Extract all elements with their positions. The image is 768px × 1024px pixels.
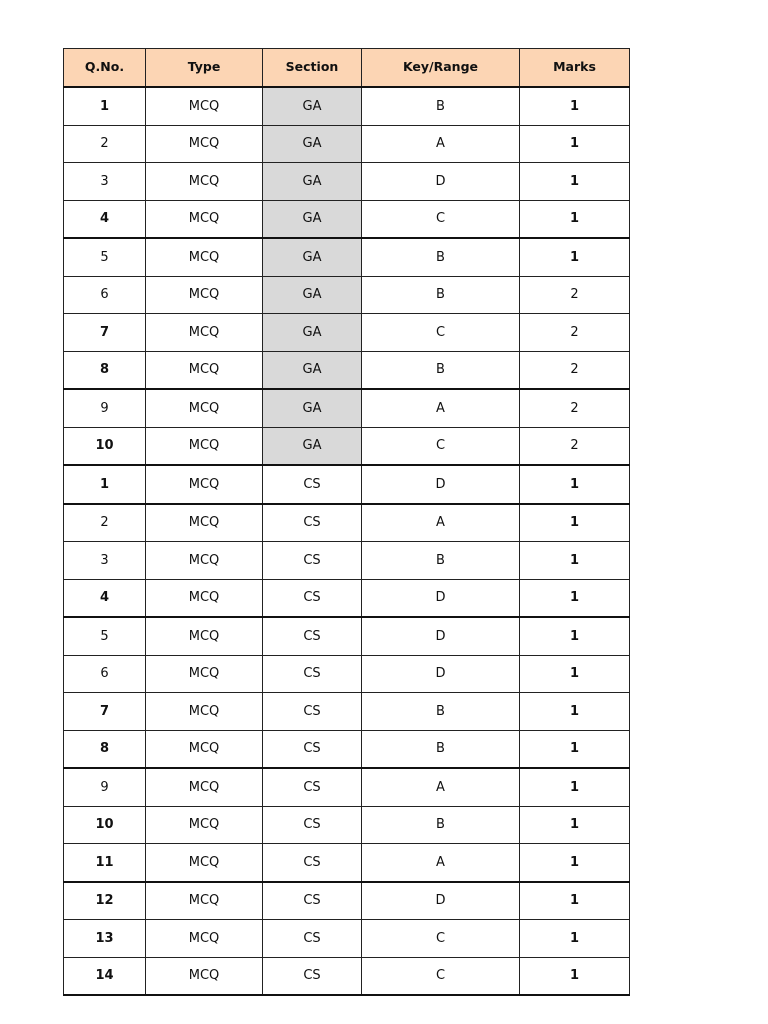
cell-section: CS — [263, 730, 362, 768]
cell-qno: 2 — [64, 504, 146, 542]
cell-section: GA — [263, 163, 362, 201]
cell-marks: 1 — [520, 806, 630, 844]
table-row — [64, 768, 630, 806]
table-row — [64, 617, 630, 655]
cell-marks: 2 — [520, 314, 630, 352]
cell-section: CS — [263, 920, 362, 958]
cell-marks: 1 — [520, 238, 630, 276]
cell-type: MCQ — [146, 882, 263, 920]
cell-type: MCQ — [146, 276, 263, 314]
cell-key-range: C — [362, 314, 520, 352]
table-row — [64, 163, 630, 201]
cell-key-range: A — [362, 504, 520, 542]
cell-key-range: B — [362, 542, 520, 580]
cell-qno: 8 — [64, 730, 146, 768]
cell-marks: 1 — [520, 844, 630, 882]
cell-type: MCQ — [146, 730, 263, 768]
cell-marks: 1 — [520, 125, 630, 163]
cell-qno: 5 — [64, 238, 146, 276]
cell-type: MCQ — [146, 238, 263, 276]
cell-marks: 1 — [520, 579, 630, 617]
cell-marks: 1 — [520, 200, 630, 238]
cell-marks: 1 — [520, 163, 630, 201]
cell-type: MCQ — [146, 617, 263, 655]
table-row — [64, 693, 630, 731]
cell-section: CS — [263, 655, 362, 693]
cell-type: MCQ — [146, 200, 263, 238]
cell-key-range: A — [362, 125, 520, 163]
cell-qno: 9 — [64, 389, 146, 427]
cell-qno: 10 — [64, 427, 146, 465]
table-row — [64, 730, 630, 768]
table-row — [64, 389, 630, 427]
cell-section: GA — [263, 276, 362, 314]
cell-marks: 1 — [520, 504, 630, 542]
table-row — [64, 655, 630, 693]
cell-marks: 2 — [520, 276, 630, 314]
cell-type: MCQ — [146, 806, 263, 844]
cell-section: CS — [263, 579, 362, 617]
cell-marks: 1 — [520, 693, 630, 731]
cell-key-range: D — [362, 617, 520, 655]
cell-key-range: A — [362, 844, 520, 882]
cell-section: CS — [263, 465, 362, 504]
header-type: Type — [146, 49, 263, 88]
cell-section: CS — [263, 768, 362, 806]
header-section: Section — [263, 49, 362, 88]
cell-key-range: D — [362, 465, 520, 504]
cell-qno: 5 — [64, 617, 146, 655]
cell-section: CS — [263, 693, 362, 731]
table-row — [64, 806, 630, 844]
cell-qno: 3 — [64, 542, 146, 580]
header-key-range: Key/Range — [362, 49, 520, 88]
cell-qno: 1 — [64, 87, 146, 125]
table-row — [64, 844, 630, 882]
table-row — [64, 314, 630, 352]
table-row — [64, 920, 630, 958]
cell-marks: 1 — [520, 957, 630, 995]
cell-type: MCQ — [146, 351, 263, 389]
cell-key-range: D — [362, 579, 520, 617]
cell-marks: 1 — [520, 465, 630, 504]
header-row — [64, 49, 630, 88]
table-row — [64, 238, 630, 276]
cell-section: CS — [263, 617, 362, 655]
cell-type: MCQ — [146, 655, 263, 693]
cell-key-range: C — [362, 427, 520, 465]
cell-marks: 2 — [520, 351, 630, 389]
cell-marks: 1 — [520, 617, 630, 655]
cell-key-range: A — [362, 389, 520, 427]
cell-key-range: B — [362, 87, 520, 125]
table-row — [64, 87, 630, 125]
cell-type: MCQ — [146, 920, 263, 958]
table-body — [64, 87, 630, 995]
cell-marks: 1 — [520, 730, 630, 768]
cell-key-range: D — [362, 655, 520, 693]
table-row — [64, 465, 630, 504]
header-marks: Marks — [520, 49, 630, 88]
cell-marks: 1 — [520, 882, 630, 920]
cell-type: MCQ — [146, 768, 263, 806]
cell-qno: 4 — [64, 200, 146, 238]
cell-type: MCQ — [146, 693, 263, 731]
cell-type: MCQ — [146, 579, 263, 617]
table-row — [64, 200, 630, 238]
cell-qno: 14 — [64, 957, 146, 995]
table-row — [64, 427, 630, 465]
table-row — [64, 351, 630, 389]
cell-type: MCQ — [146, 125, 263, 163]
table-row — [64, 504, 630, 542]
cell-qno: 7 — [64, 693, 146, 731]
cell-section: GA — [263, 87, 362, 125]
cell-type: MCQ — [146, 163, 263, 201]
table-row — [64, 882, 630, 920]
cell-type: MCQ — [146, 389, 263, 427]
cell-type: MCQ — [146, 314, 263, 352]
cell-qno: 8 — [64, 351, 146, 389]
cell-type: MCQ — [146, 427, 263, 465]
cell-marks: 2 — [520, 427, 630, 465]
cell-qno: 3 — [64, 163, 146, 201]
cell-section: CS — [263, 957, 362, 995]
cell-section: GA — [263, 427, 362, 465]
cell-section: CS — [263, 844, 362, 882]
cell-section: GA — [263, 351, 362, 389]
cell-section: CS — [263, 504, 362, 542]
cell-qno: 13 — [64, 920, 146, 958]
cell-type: MCQ — [146, 465, 263, 504]
cell-type: MCQ — [146, 504, 263, 542]
cell-type: MCQ — [146, 87, 263, 125]
cell-type: MCQ — [146, 542, 263, 580]
cell-key-range: D — [362, 882, 520, 920]
cell-marks: 2 — [520, 389, 630, 427]
answer-key-table — [63, 48, 630, 996]
cell-key-range: B — [362, 806, 520, 844]
cell-qno: 6 — [64, 655, 146, 693]
table-row — [64, 276, 630, 314]
cell-key-range: C — [362, 957, 520, 995]
table-row — [64, 579, 630, 617]
cell-marks: 1 — [520, 542, 630, 580]
table-row — [64, 125, 630, 163]
table-row — [64, 957, 630, 995]
cell-section: GA — [263, 314, 362, 352]
cell-qno: 4 — [64, 579, 146, 617]
table-header — [64, 49, 630, 88]
header-qno: Q.No. — [64, 49, 146, 88]
cell-qno: 12 — [64, 882, 146, 920]
cell-key-range: B — [362, 351, 520, 389]
cell-section: GA — [263, 200, 362, 238]
cell-type: MCQ — [146, 844, 263, 882]
cell-qno: 2 — [64, 125, 146, 163]
cell-key-range: C — [362, 920, 520, 958]
cell-key-range: B — [362, 276, 520, 314]
cell-section: GA — [263, 389, 362, 427]
cell-marks: 1 — [520, 768, 630, 806]
cell-qno: 9 — [64, 768, 146, 806]
cell-marks: 1 — [520, 920, 630, 958]
cell-qno: 6 — [64, 276, 146, 314]
cell-type: MCQ — [146, 957, 263, 995]
cell-section: GA — [263, 125, 362, 163]
cell-section: GA — [263, 238, 362, 276]
cell-section: CS — [263, 806, 362, 844]
cell-key-range: B — [362, 693, 520, 731]
cell-qno: 11 — [64, 844, 146, 882]
cell-key-range: D — [362, 163, 520, 201]
cell-key-range: B — [362, 730, 520, 768]
cell-qno: 1 — [64, 465, 146, 504]
cell-key-range: A — [362, 768, 520, 806]
cell-marks: 1 — [520, 655, 630, 693]
cell-key-range: B — [362, 238, 520, 276]
cell-qno: 7 — [64, 314, 146, 352]
table-row — [64, 542, 630, 580]
cell-qno: 10 — [64, 806, 146, 844]
cell-section: CS — [263, 542, 362, 580]
cell-section: CS — [263, 882, 362, 920]
cell-key-range: C — [362, 200, 520, 238]
cell-marks: 1 — [520, 87, 630, 125]
